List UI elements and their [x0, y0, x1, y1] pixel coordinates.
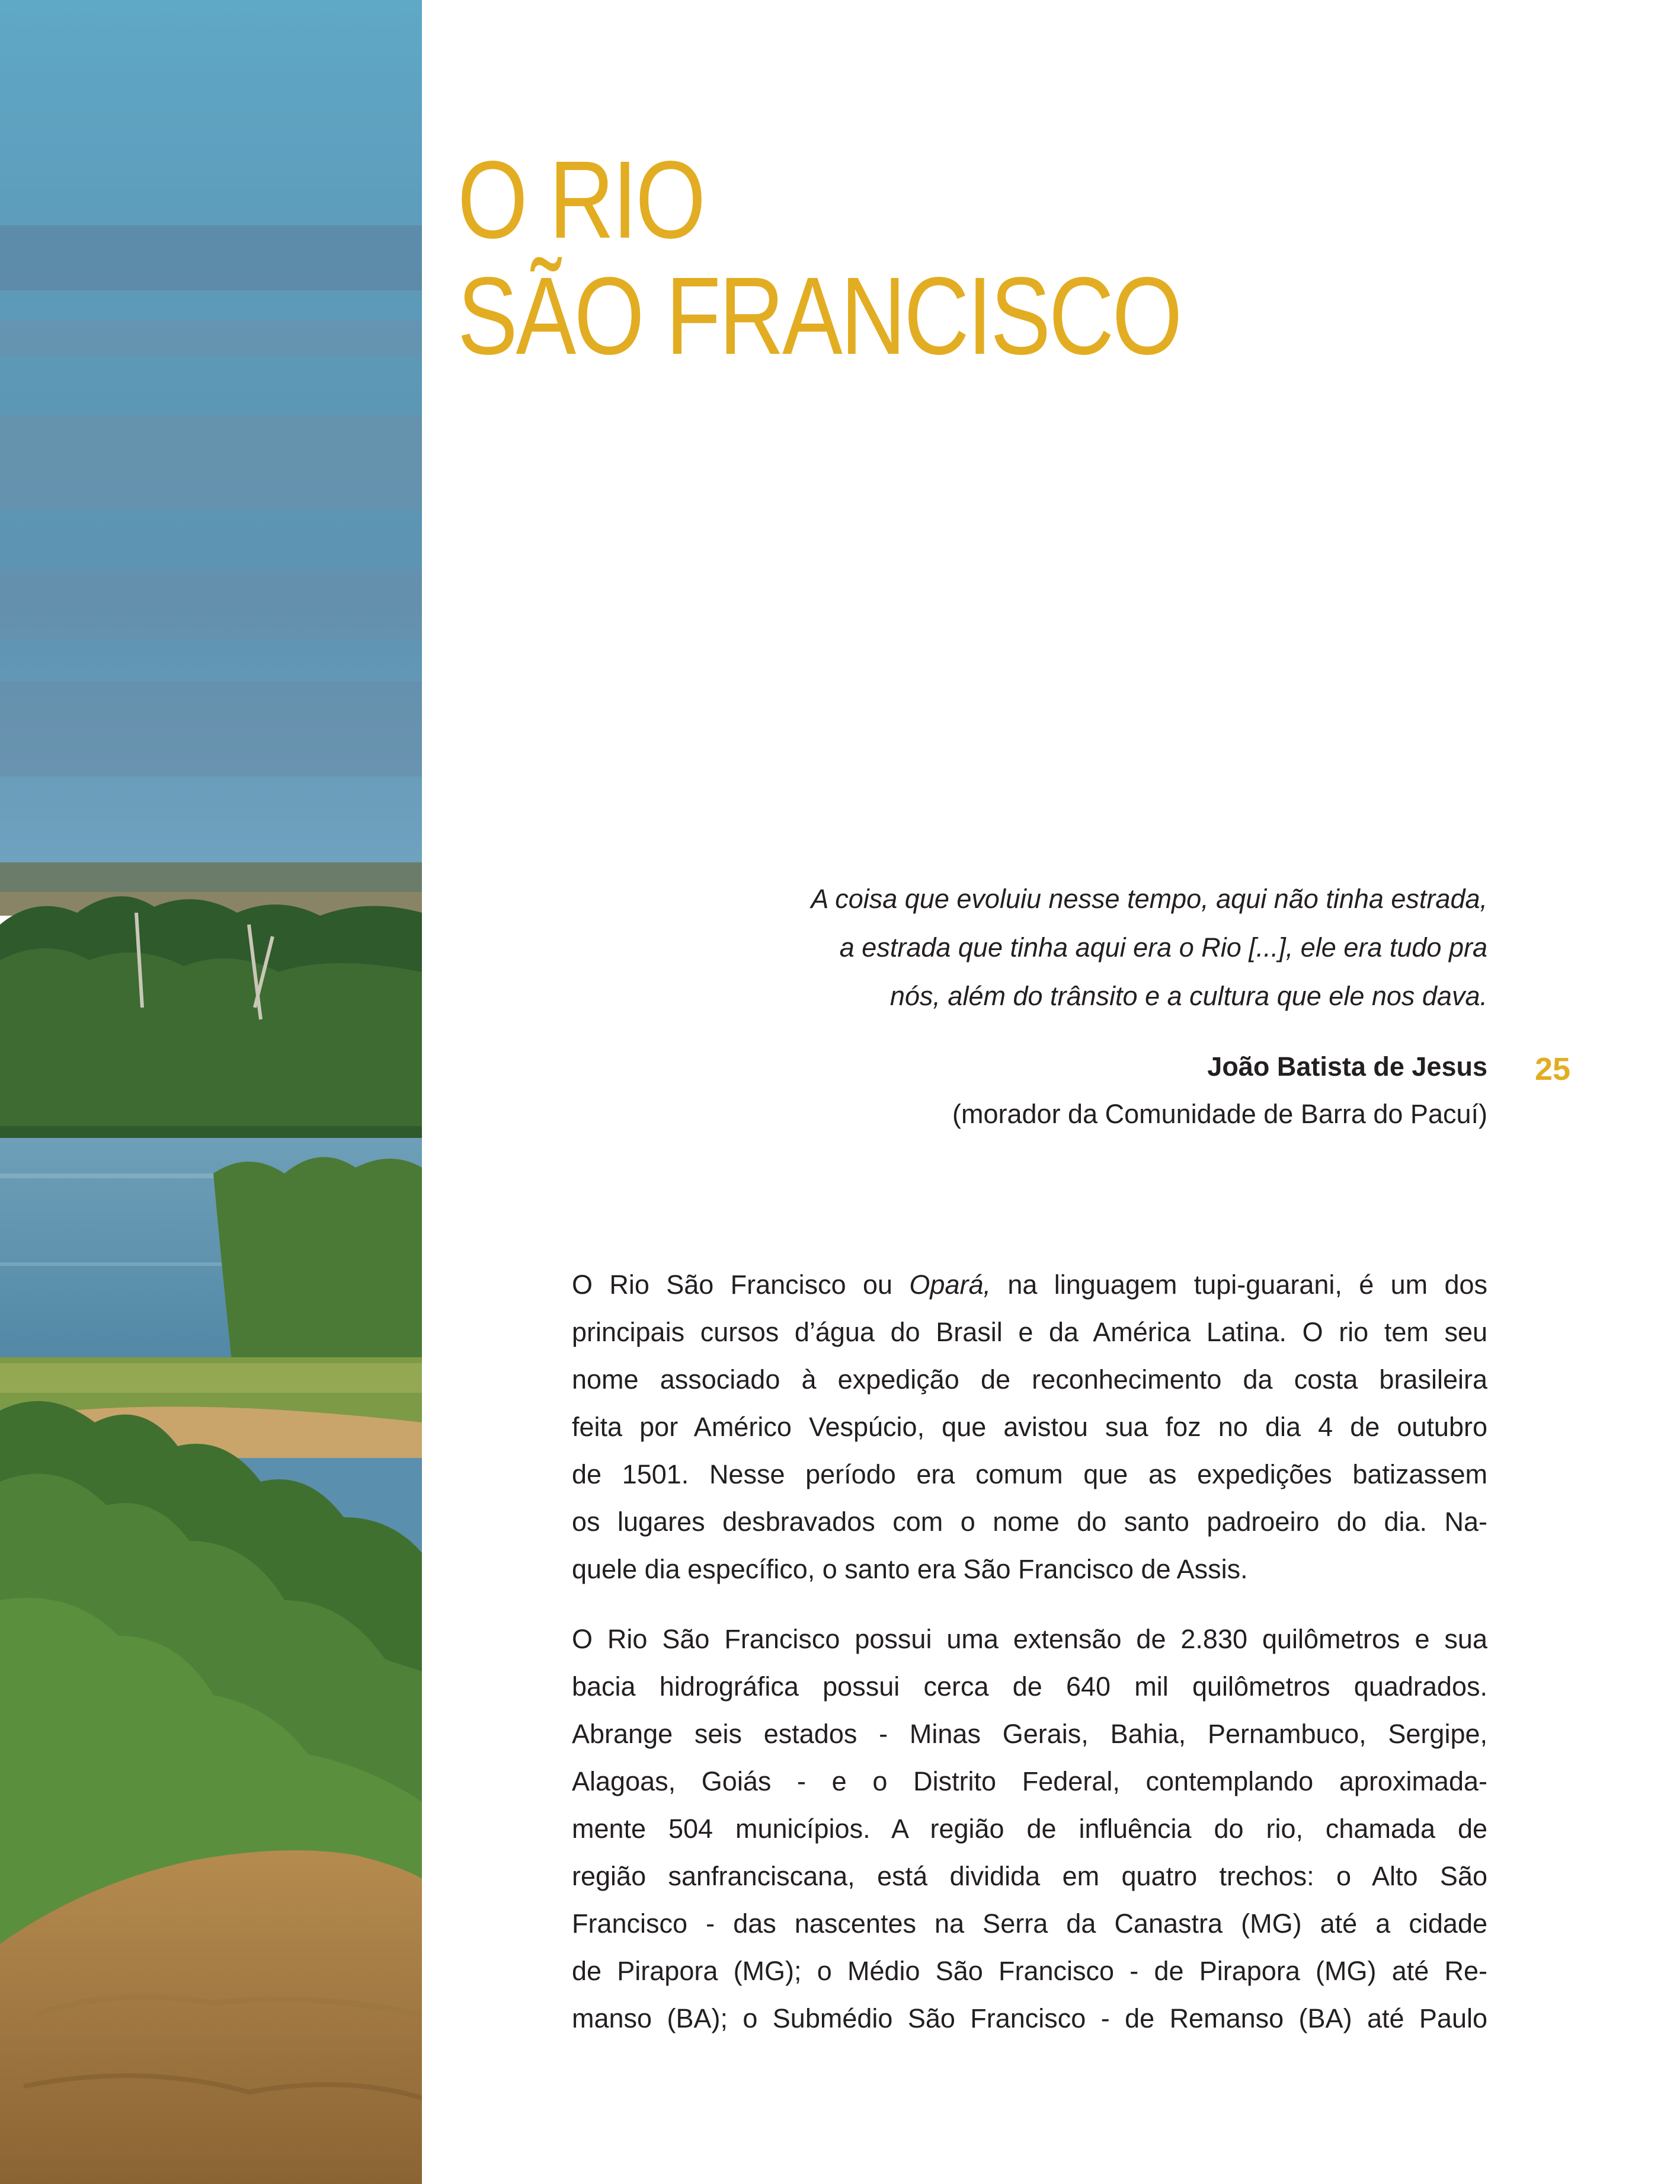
epigraph-line: nós, além do trânsito e a cultura que ele nos dava. — [889, 981, 1487, 1011]
body-line: de Pirapora (MG); o Médio São Francisco - de Pirapora (MG) até Re- — [572, 1956, 1487, 1986]
body-paragraph-1 — [572, 1261, 1487, 1593]
epigraph-quote — [599, 875, 1487, 1021]
chapter-title-line-2: SÃO FRANCISCO — [457, 255, 1181, 378]
body-line: região sanfranciscana, está dividida em quatro trechos: o Alto São — [572, 1861, 1487, 1891]
body-line: O Rio São Francisco possui uma extensão de 2.830 quilômetros e sua — [572, 1624, 1487, 1654]
body-paragraph-2 — [572, 1616, 1487, 2042]
body-line: manso (BA); o Submédio São Francisco - de Remanso (BA) até Paulo — [572, 2003, 1487, 2033]
body-line: nome associado à expedição de reconhecimento da costa brasileira — [572, 1364, 1487, 1395]
body-line: de 1501. Nesse período era comum que as expedições batizassem — [572, 1459, 1487, 1489]
body-line: principais cursos d’água do Brasil e da América Latina. O rio tem seu — [572, 1317, 1487, 1347]
body-line: mente 504 municípios. A região de influência do rio, chamada de — [572, 1814, 1487, 1844]
body-line: bacia hidrográfica possui cerca de 640 mil quilômetros quadrados. — [572, 1671, 1487, 1702]
body-line: feita por Américo Vespúcio, que avistou sua foz no dia 4 de outubro — [572, 1412, 1487, 1442]
body-line: Alagoas, Goiás - e o Distrito Federal, contemplando aproximada- — [572, 1766, 1487, 1796]
paragraph-spacer — [572, 1593, 1487, 1616]
body-line — [572, 1261, 1487, 1309]
body-line-text: O Rio São Francisco ou — [572, 1270, 910, 1300]
body-line: os lugares desbravados com o nome do santo padroeiro do dia. Na- — [572, 1507, 1487, 1537]
chapter-title — [457, 139, 1284, 378]
body-line: Abrange seis estados - Minas Gerais, Bahia, Pernambuco, Sergipe, — [572, 1719, 1487, 1749]
river-landscape-illustration — [0, 0, 422, 2184]
body-text — [572, 1261, 1487, 2042]
body-line: quele dia específico, o santo era São Francisco de Assis. — [572, 1554, 1248, 1584]
body-emphasis-opara: Opará, — [909, 1270, 991, 1300]
river-landscape-photo — [0, 0, 422, 2184]
epigraph-line: a estrada que tinha aqui era o Rio [...], ele era tudo pra — [839, 932, 1487, 963]
epigraph-author-role: (morador da Comunidade de Barra do Pacuí) — [952, 1099, 1487, 1129]
chapter-title-line-1: O RIO — [457, 139, 704, 261]
epigraph-line: A coisa que evoluiu nesse tempo, aqui não tinha estrada, — [811, 884, 1487, 914]
body-line: Francisco - das nascentes na Serra da Canastra (MG) até a cidade — [572, 1908, 1487, 1939]
body-line-text: na linguagem tupi-guarani, é um dos — [991, 1270, 1487, 1300]
epigraph-author: João Batista de Jesus — [1207, 1051, 1487, 1082]
page-number: 25 — [1535, 1051, 1571, 1087]
